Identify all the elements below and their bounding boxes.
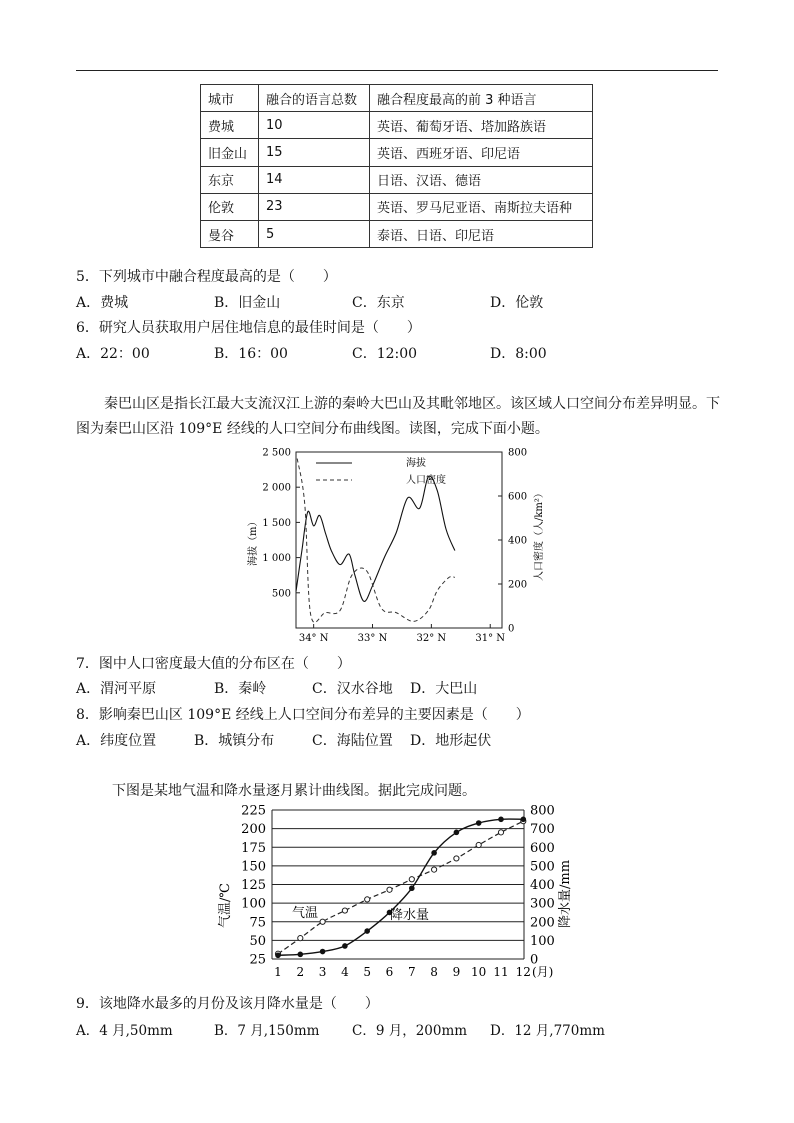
question-6-option-c: C．12:00 xyxy=(352,346,418,362)
question-5-option-a: A．费城 xyxy=(76,295,129,311)
x-tick-label: 6 xyxy=(385,965,394,979)
table-row xyxy=(201,166,593,193)
temperature-annotation: 气温 xyxy=(292,906,319,921)
question-8-stem: 8．影响秦巴山区 109°E 经线上人口空间分布差异的主要因素是（ ） xyxy=(76,707,530,723)
header-rule xyxy=(76,70,718,71)
y-left-tick-label: 175 xyxy=(241,840,266,856)
qinba-profile-chart xyxy=(240,446,550,646)
temperature-point xyxy=(365,897,370,902)
precipitation-point xyxy=(431,850,437,856)
x-tick-label: 3 xyxy=(318,965,327,979)
y-right-tick-label: 0 xyxy=(530,952,539,968)
x-tick-label: 11 xyxy=(493,965,509,979)
y-left-tick-label: 1 500 xyxy=(262,517,291,529)
x-tick-label: 10 xyxy=(471,965,487,979)
y-left-tick-label: 2 500 xyxy=(262,447,291,459)
temperature-point xyxy=(432,867,437,872)
x-tick-label: 31° N xyxy=(475,633,506,644)
y-left-tick-label: 500 xyxy=(271,588,291,600)
question-9-option-c: C．9 月，200mm xyxy=(352,1023,468,1039)
table-cell: 23 xyxy=(259,193,370,220)
y-right-tick-label: 800 xyxy=(508,447,528,459)
x-tick-label: 1 xyxy=(274,965,282,979)
table-header-cell: 融合程度最高的前 3 种语言 xyxy=(370,85,593,112)
language-table xyxy=(200,84,593,248)
table-cell: 费城 xyxy=(201,112,259,139)
y-left-tick-label: 100 xyxy=(241,896,266,912)
table-cell: 英语、罗马尼亚语、南斯拉夫语种 xyxy=(370,193,593,220)
y-left-tick-label: 225 xyxy=(241,803,266,819)
question-8-option-c: C．海陆位置 xyxy=(312,733,393,749)
question-7-option-b: B．秦岭 xyxy=(214,681,267,697)
y-left-tick-label: 2 000 xyxy=(262,482,291,494)
table-cell: 旧金山 xyxy=(201,139,259,166)
precipitation-cumulative-line xyxy=(278,819,523,955)
table-cell: 10 xyxy=(259,112,370,139)
precipitation-point xyxy=(342,943,348,949)
question-6-stem: 6．研究人员获取用户居住地信息的最佳时间是（ ） xyxy=(76,320,421,336)
question-9-option-b: B．7 月,150mm xyxy=(214,1023,320,1039)
table-cell: 日语、汉语、德语 xyxy=(370,166,593,193)
temperature-point xyxy=(320,919,325,924)
legend-elevation-label: 海拔 xyxy=(406,458,426,469)
question-9-stem: 9．该地降水最多的月份及该月降水量是（ ） xyxy=(76,996,379,1012)
temperature-point xyxy=(409,877,414,882)
y-right-tick-label: 700 xyxy=(530,822,555,838)
y-right-tick-label: 800 xyxy=(530,803,555,819)
question-5-option-b: B．旧金山 xyxy=(214,295,281,311)
y-left-tick-label: 75 xyxy=(249,915,266,931)
x-tick-label: 12 xyxy=(515,965,531,979)
precipitation-point xyxy=(275,952,281,958)
y-right-tick-label: 600 xyxy=(530,840,555,856)
x-tick-label: 4 xyxy=(341,965,349,979)
y-left-tick-label: 150 xyxy=(241,859,266,875)
y-left-axis-label: 海拔（m） xyxy=(248,516,259,566)
table-header-cell: 城市 xyxy=(201,85,259,112)
y-right-axis-label: 降水量/mm xyxy=(558,859,573,928)
precipitation-point xyxy=(364,928,370,934)
table-cell: 英语、葡萄牙语、塔加路族语 xyxy=(370,112,593,139)
table-header-cell: 融合的语言总数 xyxy=(259,85,370,112)
x-tick-label: 5 xyxy=(363,965,372,979)
question-7-option-d: D．大巴山 xyxy=(410,681,478,697)
y-right-axis-label: 人口密度（人/km²） xyxy=(534,488,545,581)
temperature-point xyxy=(454,856,459,861)
table-cell: 14 xyxy=(259,166,370,193)
table-cell: 曼谷 xyxy=(201,220,259,247)
precipitation-point xyxy=(498,817,504,823)
y-right-tick-label: 400 xyxy=(508,535,528,547)
table-cell: 伦敦 xyxy=(201,193,259,220)
temperature-point xyxy=(298,936,303,941)
x-tick-label: 7 xyxy=(407,965,416,979)
temperature-cumulative-line xyxy=(278,821,523,954)
question-5-stem: 5．下列城市中融合程度最高的是（ ） xyxy=(76,269,337,285)
question-6-option-a: A．22：00 xyxy=(76,346,150,362)
table-row xyxy=(201,112,593,139)
y-right-tick-label: 600 xyxy=(508,491,528,503)
x-tick-label: 33° N xyxy=(357,633,388,644)
y-left-axis-label: 气温/℃ xyxy=(218,883,233,928)
passage-climate: 下图是某地气温和降水量逐月累计曲线图。据此完成问题。 xyxy=(112,783,476,799)
y-left-tick-label: 25 xyxy=(249,952,266,968)
x-tick-label: 9 xyxy=(452,965,461,979)
table-row xyxy=(201,193,593,220)
table-cell: 15 xyxy=(259,139,370,166)
y-left-tick-label: 1 000 xyxy=(262,553,291,565)
temperature-point xyxy=(342,908,347,913)
question-8-option-d: D．地形起伏 xyxy=(410,733,492,749)
chart1-frame xyxy=(296,452,502,628)
x-tick-label: 8 xyxy=(430,965,438,979)
table-header-row xyxy=(201,85,593,112)
y-left-tick-label: 200 xyxy=(241,822,266,838)
table-row xyxy=(201,139,593,166)
precipitation-point xyxy=(476,820,482,826)
table-row xyxy=(201,220,593,247)
y-right-tick-label: 0 xyxy=(508,623,515,635)
question-7-option-a: A．渭河平原 xyxy=(76,681,157,697)
passage-qinba: 秦巴山区是指长江最大支流汉江上游的秦岭大巴山及其毗邻地区。该区域人口空间分布差异明显。下图为秦巴山区沿 109°E 经线的人口空间分布曲线图。读图，完成下面小题。 xyxy=(76,396,720,437)
temperature-point xyxy=(387,887,392,892)
x-axis-unit: (月) xyxy=(532,965,554,979)
table-cell: 东京 xyxy=(201,166,259,193)
precipitation-point xyxy=(409,885,415,891)
table-cell: 英语、西班牙语、印尼语 xyxy=(370,139,593,166)
y-right-tick-label: 300 xyxy=(530,896,555,912)
precipitation-annotation: 降水量 xyxy=(390,908,430,923)
table-cell: 泰语、日语、印尼语 xyxy=(370,220,593,247)
question-6-option-b: B．16：00 xyxy=(214,346,288,362)
elevation-line xyxy=(296,476,455,601)
y-right-tick-label: 200 xyxy=(508,579,528,591)
x-tick-label: 34° N xyxy=(298,633,329,644)
question-5-option-c: C．东京 xyxy=(352,295,405,311)
question-8-option-b: B．城镇分布 xyxy=(194,733,275,749)
question-9-option-a: A．4 月,50mm xyxy=(76,1023,173,1039)
precipitation-point xyxy=(521,817,527,823)
cumulative-climate-chart xyxy=(214,800,594,982)
x-tick-label: 32° N xyxy=(416,633,447,644)
y-right-tick-label: 400 xyxy=(530,878,555,893)
y-left-tick-label: 50 xyxy=(249,933,266,949)
y-right-tick-label: 100 xyxy=(530,933,555,949)
question-5-option-d: D．伦敦 xyxy=(490,295,544,311)
legend-density-label: 人口密度 xyxy=(406,475,446,486)
y-right-tick-label: 500 xyxy=(530,859,555,875)
precipitation-point xyxy=(320,949,326,955)
question-6-option-d: D．8:00 xyxy=(490,346,547,362)
temperature-point xyxy=(476,842,481,847)
table-cell: 5 xyxy=(259,220,370,247)
precipitation-point xyxy=(454,830,460,836)
temperature-point xyxy=(498,830,503,835)
question-7-option-c: C．汉水谷地 xyxy=(312,681,393,697)
precipitation-point xyxy=(298,952,304,958)
y-left-tick-label: 125 xyxy=(241,878,266,893)
question-9-option-d: D．12 月,770mm xyxy=(490,1023,605,1039)
question-8-option-a: A．纬度位置 xyxy=(76,733,157,749)
x-tick-label: 2 xyxy=(296,965,305,979)
y-right-tick-label: 200 xyxy=(530,915,555,931)
question-7-stem: 7．图中人口密度最大值的分布区在（ ） xyxy=(76,656,351,672)
